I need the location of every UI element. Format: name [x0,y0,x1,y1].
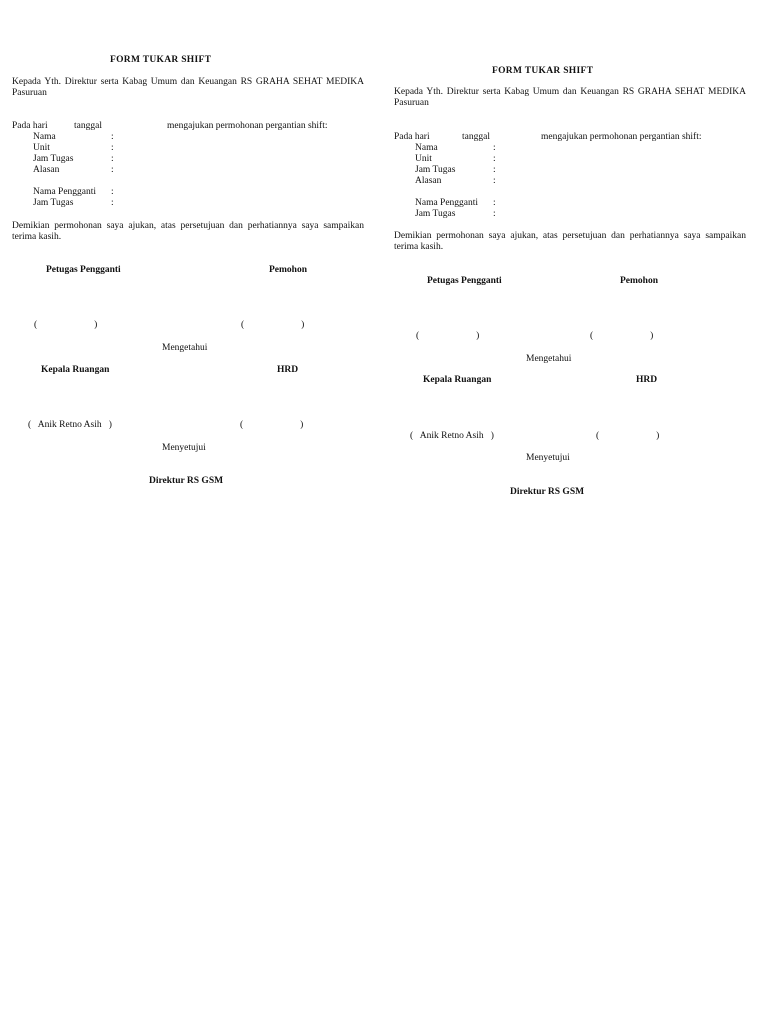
signature-kepala-paren: ( Anik Retno Asih ) [410,431,494,441]
pada-hari-label: Pada hari [12,121,48,131]
pada-hari-label: Pada hari [394,132,430,142]
field-nama: Nama : [415,143,496,153]
signature-pemohon-paren: ( ) [241,320,305,330]
hrd-label: HRD [277,365,299,375]
field-jam-tugas-pengganti: Jam Tugas : [415,209,496,219]
signature-hrd-paren: ( ) [240,420,304,430]
field-nama-pengganti: Nama Pengganti : [33,187,114,197]
field-unit: Unit : [415,154,496,164]
tanggal-label: tanggal [462,132,490,142]
field-unit: Unit : [33,143,114,153]
field-nama-pengganti: Nama Pengganti : [415,198,496,208]
hrd-label: HRD [636,375,658,385]
petugas-pengganti-label: Petugas Pengganti [46,265,121,275]
addressee-text: Kepada Yth. Direktur serta Kabag Umum dan Keuangan RS GRAHA SEHAT MEDIKA Pasuruan [12,77,364,98]
form-title: FORM TUKAR SHIFT [492,66,594,76]
kepala-ruangan-label: Kepala Ruangan [423,375,492,385]
signature-hrd-paren: ( ) [596,431,660,441]
pemohon-label: Pemohon [620,276,658,286]
direktur-label: Direktur RS GSM [149,476,224,486]
signature-petugas-paren: ( ) [34,320,98,330]
menyetujui-label: Menyetujui [162,443,206,453]
menyetujui-label: Menyetujui [526,453,570,463]
field-alasan: Alasan : [33,165,114,175]
signature-petugas-paren: ( ) [416,331,480,341]
signature-pemohon-paren: ( ) [590,331,654,341]
field-nama: Nama : [33,132,114,142]
request-text: mengajukan permohonan pergantian shift: [541,132,702,142]
field-alasan: Alasan : [415,176,496,186]
petugas-pengganti-label: Petugas Pengganti [427,276,502,286]
form-title: FORM TUKAR SHIFT [110,55,212,65]
form-tukar-shift-right [394,0,754,520]
field-jam-tugas: Jam Tugas : [415,165,496,175]
form-tukar-shift-left [12,0,372,520]
direktur-label: Direktur RS GSM [510,487,585,497]
field-jam-tugas: Jam Tugas : [33,154,114,164]
addressee-text: Kepada Yth. Direktur serta Kabag Umum dan Keuangan RS GRAHA SEHAT MEDIKA Pasuruan [394,87,746,108]
pemohon-label: Pemohon [269,265,307,275]
kepala-ruangan-label: Kepala Ruangan [41,365,110,375]
mengetahui-label: Mengetahui [526,354,572,364]
tanggal-label: tanggal [74,121,102,131]
signature-kepala-paren: ( Anik Retno Asih ) [28,420,112,430]
mengetahui-label: Mengetahui [162,343,208,353]
closing-text: Demikian permohonan saya ajukan, atas persetujuan dan perhatiannya saya sampaikan terima kasih. [394,231,746,252]
field-jam-tugas-pengganti: Jam Tugas : [33,198,114,208]
closing-text: Demikian permohonan saya ajukan, atas persetujuan dan perhatiannya saya sampaikan terima kasih. [12,221,364,242]
request-text: mengajukan permohonan pergantian shift: [167,121,328,131]
